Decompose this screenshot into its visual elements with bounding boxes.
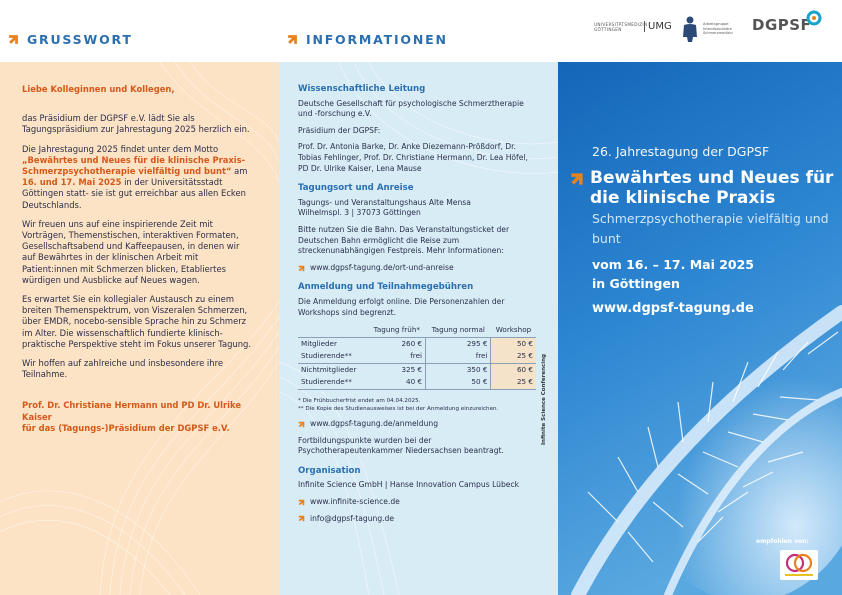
footnote-1: * Die Frühbucherfrist endet am 04.04.2025.	[298, 398, 421, 405]
cme-points: Fortbildungspunkte wurden bei der Psychotherapeutenkammer Niedersachsen beantragt.	[298, 435, 504, 456]
greeting-header-title	[8, 32, 133, 47]
paragraph-3: Wir freuen uns auf eine inspirierende Zeit mit Vorträgen, Themenstischen, interaktiven Formaten, Gesellschaftsabend und Kaffeepausen, in denen wir auf Bewährtes in der klinischen Arbeit mit Patient:innen mit Schmerzen blicken, Etabliertes würdigen und Ausblicke auf Neues wagen.	[22, 218, 240, 285]
paragraph-1: das Präsidium der DGPSF e.V. lädt Sie als Tagungspräsidium zur Jahrestagung 2025 herzlich ein.	[22, 113, 250, 135]
fee-table-header-cell: Workshop	[491, 324, 536, 337]
cover-panel	[558, 0, 842, 595]
table-cell: frei	[426, 350, 491, 363]
fee-table-header-cell: Tagung früh*	[368, 324, 425, 337]
paragraph-2	[22, 144, 254, 211]
paragraph-2-c: in der Universitätsstadt Göttingen statt- sie ist gut erreichbar aus allen Ecken Deutschlands.	[22, 177, 246, 210]
section-title: Anmeldung und Teilnahmegebühren	[298, 282, 474, 293]
table-cell: frei	[368, 350, 425, 363]
section-registration	[298, 282, 538, 457]
table-cell: 60 €	[491, 363, 536, 376]
signature	[22, 400, 254, 434]
section-venue	[298, 183, 538, 273]
recommending-society-logo	[780, 550, 818, 580]
motto: „Bewährtes und Neues für die klinische Praxis- Schmerzpsychotherapie vielfältig und bunt“	[22, 154, 246, 177]
registration-text: Die Anmeldung erfolgt online. Die Personenzahlen der Workshops sind begrenzt.	[298, 296, 505, 317]
event-location: in Göttingen	[592, 276, 680, 291]
greeting-panel	[0, 0, 279, 595]
presidium-members: Prof. Dr. Antonia Barke, Dr. Anke Diezemann-Prößdorf, Dr. Tobias Fehlinger, Prof. Dr. Christiane Hermann, Dr. Lea Höfel, PD Dr. Ulrike Kaiser, Lena Mause	[298, 142, 528, 173]
umg-logo	[594, 21, 672, 32]
pain-group-logo-text: Arbeitsgruppe Interdisziplinäre Schmerzmedizin	[703, 22, 733, 36]
table-row	[298, 350, 536, 363]
edition: 26. Jahrestagung der DGPSF	[592, 144, 770, 159]
greeting-title: GRUSSWORT	[27, 32, 133, 47]
salutation: Liebe Kolleginnen und Kollegen,	[22, 84, 175, 94]
logo-bar	[558, 0, 842, 62]
table-cell: Studierende**	[298, 376, 368, 389]
pain-group-logo	[680, 15, 743, 43]
information-text	[298, 84, 538, 533]
footnote-2: ** Die Kopie des Studienausweises ist bei der Anmeldung einzureichen.	[298, 405, 499, 412]
event-title	[570, 168, 837, 208]
event-subtitle: Schmerzpsychotherapie vielfältig und bunt	[592, 211, 829, 246]
contact-email-link[interactable]	[298, 514, 538, 525]
table-cell: 25 €	[491, 376, 536, 389]
venue-address: Wilhelmspl. 3 | 37073 Göttingen	[298, 208, 421, 218]
infinite-science-logo-text: Infinite Science Conferencing	[541, 354, 547, 445]
cover-image	[558, 62, 842, 595]
table-cell: Studierende**	[298, 350, 368, 363]
information-header-title	[287, 32, 448, 47]
venue	[298, 198, 538, 219]
arrow-icon	[287, 34, 298, 45]
table-row	[298, 363, 536, 376]
arrow-icon	[298, 265, 305, 272]
fee-table-header-cell: Tagung normal	[426, 324, 491, 337]
travel-text: Bitte nutzen Sie die Bahn. Das Veranstaltungsticket der Deutschen Bahn ermöglicht die Reise zum streckenunabhängigen Festpreis. Mehr Informationen:	[298, 224, 510, 256]
infinite-science-logo	[541, 354, 547, 445]
table-cell: 295 €	[426, 337, 491, 350]
information-title: INFORMATIONEN	[306, 32, 448, 47]
information-header	[279, 0, 558, 62]
paragraph-2-a: Die Jahrestagung 2025 findet unter dem Motto	[22, 143, 219, 154]
contact-email-text[interactable]: info@dgpsf-tagung.de	[310, 513, 395, 523]
fee-table-header	[298, 324, 536, 337]
organizer-website-text[interactable]: www.infinite-science.de	[310, 497, 400, 507]
registration-link-text[interactable]: www.dgpsf-tagung.de/anmeldung	[310, 419, 439, 429]
venue-link[interactable]	[298, 263, 538, 274]
table-cell: 350 €	[426, 363, 491, 376]
table-cell: 50 €	[426, 376, 491, 389]
table-cell: 40 €	[368, 376, 425, 389]
fee-table-header-cell	[298, 324, 368, 337]
information-panel	[279, 0, 558, 595]
table-row	[298, 376, 536, 389]
event-date: 16. und 17. Mai 2025	[22, 177, 122, 188]
event-date-range: vom 16. – 17. Mai 2025	[592, 257, 755, 272]
footnotes	[298, 398, 538, 413]
greeting-text	[22, 84, 254, 442]
table-cell: 25 €	[491, 350, 536, 363]
cover-text	[592, 144, 837, 316]
table-cell: Nichtmitglieder	[301, 364, 357, 374]
arrow-icon	[570, 172, 584, 186]
arrow-icon	[298, 421, 305, 428]
society-logo-icon	[780, 550, 818, 580]
paragraph-5: Wir hoffen auf zahlreiche und insbesondere ihre Teilnahme.	[22, 358, 223, 380]
signature-names: Prof. Dr. Christiane Hermann und PD Dr. Ulrike Kaiser	[22, 400, 242, 422]
venue-link-text[interactable]: www.dgpsf-tagung.de/ort-und-anreise	[310, 262, 454, 272]
section-scientific-lead	[298, 84, 538, 174]
table-cell: Mitglieder	[301, 338, 337, 348]
event-title-text: Bewährtes und Neues für die klinische Praxis	[590, 168, 834, 208]
table-row	[298, 337, 536, 350]
signature-role: für das (Tagungs-)Präsidium der DGPSF e.V.	[22, 422, 230, 433]
table-cell: 325 €	[368, 363, 425, 376]
organization: Deutsche Gesellschaft für psychologische Schmerztherapie und -forschung e.V.	[298, 98, 524, 119]
figure-icon	[680, 15, 700, 43]
section-organization	[298, 466, 538, 524]
dgpsf-logo	[752, 16, 823, 34]
organizer: Infinite Science GmbH | Hanse Innovation Campus Lübeck	[298, 480, 520, 490]
venue-name: Tagungs- und Veranstaltungshaus Alte Mensa	[298, 197, 471, 207]
paragraph-2-b: am	[231, 166, 248, 177]
table-cell: 50 €	[491, 337, 536, 350]
dgpsf-logo-text: DGPSF	[752, 16, 812, 34]
umg-logo-text: UMG	[644, 21, 672, 32]
presidium-label: Präsidium der DGPSF:	[298, 125, 381, 135]
thistle-image	[558, 62, 842, 595]
event-website[interactable]: www.dgpsf-tagung.de	[592, 301, 754, 316]
section-title: Organisation	[298, 465, 361, 476]
dgpsf-swirl-icon	[805, 9, 823, 31]
umg-logo-small: UNIVERSITÄTSMEDIZIN GÖTTINGEN	[594, 21, 648, 32]
table-cell: 260 €	[368, 337, 425, 350]
arrow-icon	[8, 34, 19, 45]
arrow-icon	[298, 515, 305, 522]
section-title: Wissenschaftliche Leitung	[298, 84, 426, 94]
recommended-label: empfohlen von:	[756, 538, 809, 545]
greeting-header	[0, 0, 279, 62]
fee-table	[298, 324, 536, 390]
organizer-website-link[interactable]	[298, 497, 538, 508]
event-dates	[592, 255, 837, 293]
section-title: Tagungsort und Anreise	[298, 183, 414, 194]
registration-link[interactable]	[298, 419, 538, 430]
arrow-icon	[298, 499, 305, 506]
paragraph-4: Es erwartet Sie ein kollegialer Austausch zu einem breiten Themenspektrum, von Viszeralen Schmerzen, über EMDR, nocebo-sensible Sprache hin zu Schmerz im Alter. Die wissenschaftlich fundierte klinisch-praktische Perspektive steht im Fokus unserer Tagung.	[22, 294, 252, 349]
